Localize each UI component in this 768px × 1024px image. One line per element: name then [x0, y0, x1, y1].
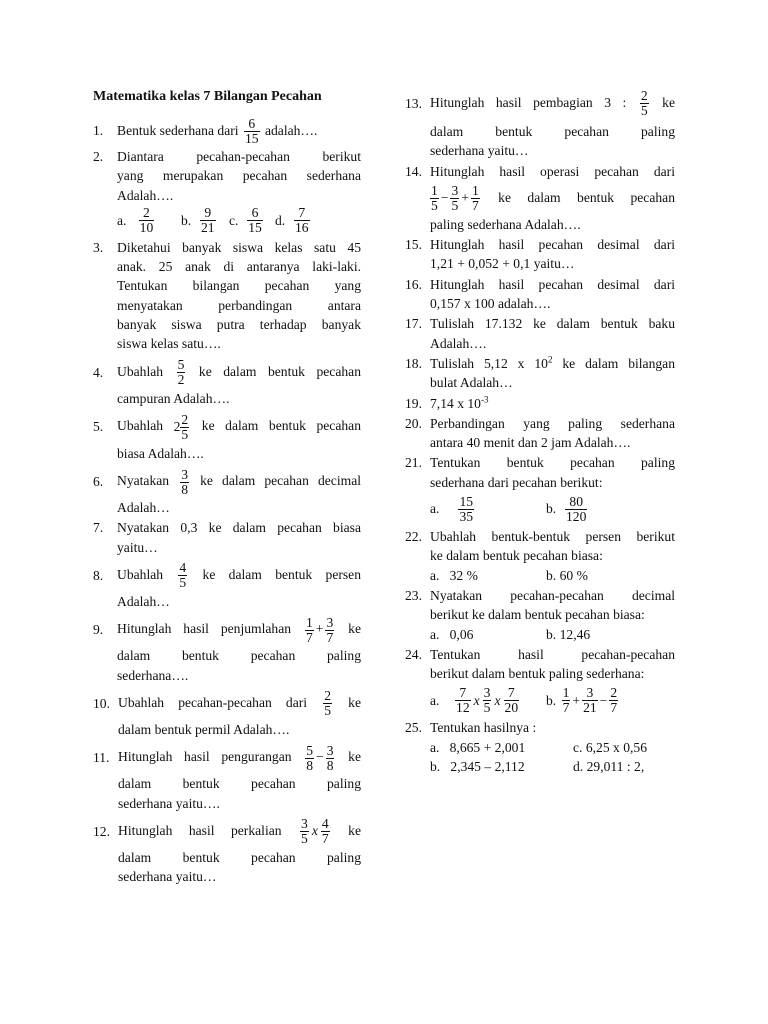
question-line — [118, 740, 361, 774]
question-number: 8. — [93, 568, 104, 584]
fraction — [471, 184, 480, 213]
numerator: 2 — [324, 688, 332, 704]
option-b — [546, 495, 589, 524]
question-text: yaitu… — [117, 539, 158, 555]
fraction — [582, 686, 598, 715]
option-label: a. — [117, 213, 127, 229]
question-number: 5. — [93, 418, 104, 434]
option-label: a. — [430, 692, 440, 708]
question-15 — [405, 235, 675, 274]
fraction — [321, 817, 330, 846]
mixed-number — [174, 410, 192, 444]
numerator: 7 — [459, 684, 467, 700]
answer-options — [117, 205, 361, 237]
left-column — [93, 86, 361, 887]
denominator: 5 — [640, 103, 648, 119]
question-6 — [93, 464, 361, 517]
exponent: -3 — [480, 394, 489, 405]
answer-options — [430, 757, 675, 776]
fraction — [326, 744, 335, 773]
denominator: 10 — [139, 220, 154, 236]
fraction — [504, 686, 520, 715]
denominator: 16 — [295, 220, 309, 236]
answer-options — [430, 492, 675, 526]
question-number: 9. — [93, 622, 104, 638]
option-d: d. 29,011 : 2, — [573, 759, 645, 775]
question-text: Bentuk sederhana dari — [117, 123, 239, 138]
numerator: 4 — [321, 816, 329, 832]
numerator: 80 — [569, 493, 583, 509]
operator: x — [311, 822, 318, 838]
question-text: biasa Adalah…. — [117, 445, 204, 461]
question-19 — [405, 394, 675, 413]
question-text: Tentukan bilangan pecahan yang — [117, 278, 361, 294]
fraction — [305, 616, 314, 645]
question-number: 13. — [405, 96, 422, 111]
denominator: 20 — [504, 699, 519, 715]
question-line — [117, 409, 361, 444]
fraction — [455, 686, 471, 715]
question-text: sederhana yaitu…. — [118, 795, 220, 811]
question-number: 25. — [405, 720, 422, 736]
numerator: 1 — [305, 614, 313, 630]
fraction — [450, 184, 459, 213]
question-line — [430, 354, 675, 373]
question-text: Hitunglah hasil penjumlahan — [117, 621, 292, 637]
fraction — [294, 206, 310, 235]
question-text: berikut ke dalam bentuk pecahan biasa: — [430, 607, 645, 623]
question-8 — [93, 558, 361, 611]
question-text: Hitunglah hasil operasi pecahan dari — [430, 163, 675, 179]
question-line — [117, 612, 361, 646]
denominator: 5 — [181, 427, 189, 443]
question-text: Ubahlah — [117, 363, 164, 379]
option-a: a. 32 % — [430, 567, 478, 583]
question-text: dalam bentuk pecahan paling — [117, 648, 361, 664]
question-text: Adalah…. — [430, 335, 487, 351]
denominator: 7 — [305, 629, 313, 645]
question-text: sederhana dari pecahan berikut: — [430, 474, 603, 490]
operator: x — [494, 692, 501, 708]
fraction — [244, 117, 260, 146]
question-number: 21. — [405, 455, 422, 471]
question-text: Hitunglah hasil perkalian — [118, 822, 282, 838]
option-a — [117, 206, 181, 235]
fraction — [565, 495, 587, 524]
option-label: b. — [181, 213, 192, 229]
question-text: paling sederhana Adalah…. — [430, 216, 581, 232]
fraction — [178, 561, 187, 590]
question-line — [430, 86, 675, 120]
fraction — [640, 89, 649, 118]
question-1 — [93, 116, 361, 146]
question-5 — [93, 409, 361, 463]
question-10 — [93, 686, 361, 739]
question-text: Tentukan hasilnya : — [430, 720, 537, 736]
question-text: 7,14 x 10 — [430, 395, 481, 411]
answer-options — [430, 566, 675, 585]
numerator: 2 — [181, 412, 189, 428]
option-b: b. 12,46 — [546, 626, 591, 642]
question-23 — [405, 586, 675, 644]
numerator: 3 — [451, 183, 459, 199]
question-line — [430, 394, 675, 413]
question-text: bulat Adalah… — [430, 375, 513, 391]
question-line — [430, 181, 675, 215]
numerator: 3 — [326, 614, 334, 630]
denominator: 2 — [177, 372, 185, 388]
fraction — [483, 686, 492, 715]
question-text: Hitunglah hasil pecahan desimal dari — [430, 276, 675, 292]
answer-options — [430, 738, 675, 757]
question-17 — [405, 314, 675, 353]
question-text: Ubahlah bentuk-bentuk persen berikut — [430, 529, 675, 545]
question-number: 4. — [93, 364, 104, 380]
question-text: ke — [348, 694, 362, 710]
question-text: Hitunglah hasil pengurangan — [118, 749, 292, 765]
numerator: 3 — [326, 742, 334, 758]
question-number: 17. — [405, 316, 422, 332]
fraction — [200, 206, 216, 235]
question-number: 1. — [93, 123, 104, 138]
option-c — [229, 206, 275, 235]
question-text: dalam bentuk pecahan paling — [118, 776, 361, 792]
question-text: ke dalam bentuk pecahan — [198, 363, 361, 379]
question-text: antara 40 menit dan 2 jam Adalah…. — [430, 435, 631, 451]
operator: x — [473, 692, 480, 708]
question-text: 1,21 + 0,052 + 0,1 yaitu… — [430, 256, 575, 272]
denominator: 15 — [248, 220, 262, 236]
denominator: 7 — [562, 699, 570, 715]
question-number: 16. — [405, 276, 422, 292]
question-number: 6. — [93, 474, 104, 490]
denominator: 21 — [201, 220, 215, 236]
whole-number: 2 — [173, 418, 181, 434]
question-text: adalah…. — [264, 123, 318, 138]
operator: + — [572, 692, 581, 708]
question-number: 19. — [405, 395, 422, 411]
denominator: 5 — [483, 699, 491, 715]
question-text: Nyatakan 0,3 ke dalam pecahan biasa — [117, 520, 361, 536]
question-number: 15. — [405, 237, 422, 253]
fraction — [430, 184, 439, 213]
question-text: banyak siswa putra terhadap banyak — [117, 317, 361, 333]
question-text: Hitunglah hasil pecahan desimal dari — [430, 237, 675, 253]
question-text: ke dalam bentuk pecahan — [201, 417, 362, 433]
fraction — [180, 413, 189, 442]
question-text: ke — [348, 822, 361, 838]
numerator: 4 — [179, 560, 187, 576]
denominator: 8 — [326, 757, 334, 773]
question-text: Perbandingan yang paling sederhana — [430, 415, 675, 431]
question-21 — [405, 453, 675, 526]
question-line — [117, 558, 361, 592]
page-title: Matematika kelas 7 Bilangan Pecahan — [93, 89, 322, 104]
numerator: 3 — [586, 684, 594, 700]
denominator: 12 — [456, 699, 470, 715]
question-text: Ubahlah — [117, 417, 164, 433]
numerator: 3 — [181, 466, 188, 482]
question-25 — [405, 718, 675, 776]
question-22 — [405, 527, 675, 585]
numerator: 5 — [177, 357, 185, 373]
question-text: Diantara pecahan-pecahan berikut — [117, 149, 361, 164]
question-text: Adalah… — [117, 500, 170, 516]
fraction — [458, 495, 474, 524]
question-text: ke dalam bentuk persen — [202, 567, 361, 583]
question-18 — [405, 354, 675, 393]
question-text: Ubahlah pecahan-pecahan dari — [118, 694, 308, 710]
question-text: campuran Adalah…. — [117, 390, 230, 406]
numerator: 1 — [471, 183, 479, 199]
option-label: c. — [229, 213, 239, 229]
question-line — [117, 464, 361, 498]
option-b: b. 60 % — [546, 567, 588, 583]
numerator: 3 — [483, 684, 491, 700]
right-column — [405, 86, 675, 777]
numerator: 7 — [298, 205, 306, 221]
question-11 — [93, 740, 361, 813]
question-number: 23. — [405, 587, 422, 603]
question-text: dalam bentuk permil Adalah…. — [118, 721, 290, 737]
option-b — [546, 686, 620, 715]
question-number: 7. — [93, 520, 104, 536]
option-label: b. — [546, 501, 557, 517]
question-text: ke dalam pecahan decimal — [200, 473, 361, 489]
question-text: Ubahlah — [117, 567, 164, 583]
question-number: 24. — [405, 646, 422, 662]
denominator: 35 — [459, 508, 474, 524]
fraction — [247, 206, 263, 235]
question-14 — [405, 162, 675, 235]
question-16 — [405, 275, 675, 314]
question-4 — [93, 355, 361, 408]
question-20 — [405, 414, 675, 453]
denominator: 7 — [471, 198, 479, 214]
question-text: Nyatakan — [117, 473, 170, 489]
operator: − — [316, 749, 324, 765]
question-text: dalam bentuk pecahan paling — [118, 849, 361, 865]
question-text: Adalah…. — [117, 187, 174, 203]
option-label: b. — [546, 692, 557, 708]
question-number: 12. — [93, 823, 110, 839]
numerator: 6 — [248, 116, 256, 132]
denominator: 7 — [321, 831, 329, 847]
denominator: 7 — [610, 699, 618, 715]
denominator: 5 — [451, 198, 459, 214]
question-text: sederhana…. — [117, 667, 189, 683]
numerator: 6 — [251, 205, 259, 221]
denominator: 15 — [244, 131, 259, 147]
denominator: 8 — [306, 757, 314, 773]
question-text: ke — [348, 621, 361, 637]
denominator: 8 — [181, 481, 188, 497]
option-a: a. 0,06 — [430, 626, 474, 642]
question-2 — [93, 147, 361, 237]
question-number: 22. — [405, 529, 422, 545]
denominator: 5 — [179, 575, 187, 591]
question-text: 0,157 x 100 adalah…. — [430, 296, 551, 312]
numerator: 1 — [431, 183, 438, 199]
question-3 — [93, 238, 361, 354]
fraction — [562, 686, 571, 715]
question-text: ke dalam bentuk pecahan — [498, 189, 675, 205]
denominator: 5 — [301, 831, 308, 847]
question-text: Tulislah 17.132 ke dalam bentuk baku — [430, 316, 675, 332]
fraction — [139, 206, 155, 235]
question-number: 2. — [93, 149, 104, 164]
question-number: 11. — [93, 750, 110, 766]
numerator: 2 — [610, 684, 618, 700]
question-text: menyatakan perbandingan antara — [117, 297, 361, 313]
question-line — [118, 686, 361, 720]
fraction — [305, 744, 314, 773]
question-9 — [93, 612, 361, 685]
fraction — [325, 616, 334, 645]
question-text: ke dalam bentuk pecahan biasa: — [430, 548, 603, 564]
numerator: 2 — [143, 205, 150, 221]
denominator: 21 — [583, 699, 597, 715]
question-number: 10. — [93, 695, 110, 711]
question-text: yang merupakan pecahan sederhana — [117, 168, 361, 184]
answer-options — [430, 683, 675, 717]
operator: + — [315, 621, 324, 637]
denominator: 120 — [566, 508, 587, 524]
question-13 — [405, 86, 675, 161]
option-label: d. — [275, 213, 286, 229]
numerator: 5 — [306, 742, 314, 758]
question-text: Tentukan hasil pecahan-pecahan — [430, 646, 675, 662]
question-text: sederhana yaitu… — [118, 869, 217, 885]
fraction — [323, 689, 332, 718]
denominator: 5 — [431, 198, 438, 214]
question-line — [118, 814, 361, 848]
question-number: 14. — [405, 163, 422, 179]
question-line — [117, 355, 361, 389]
question-text: Tulislah 5,12 x 10 — [430, 355, 548, 371]
option-a — [430, 686, 546, 715]
question-text: Diketahui banyak siswa kelas satu 45 — [117, 239, 361, 255]
question-number: 20. — [405, 415, 422, 431]
question-text: anak. 25 anak di antaranya laki-laki. — [117, 259, 361, 275]
option-d — [275, 206, 312, 235]
denominator: 7 — [326, 629, 334, 645]
numerator: 3 — [301, 816, 308, 832]
exponent: 2 — [547, 354, 553, 365]
fraction — [300, 817, 309, 846]
numerator: 15 — [459, 493, 474, 509]
numerator: 9 — [204, 205, 212, 221]
numerator: 7 — [507, 684, 515, 700]
option-b — [181, 206, 229, 235]
question-number: 3. — [93, 239, 104, 255]
fraction — [177, 358, 186, 387]
question-text: dalam bentuk pecahan paling — [430, 124, 675, 139]
operator: − — [440, 189, 449, 205]
question-text: Nyatakan pecahan-pecahan decimal — [430, 587, 675, 603]
question-text: ke — [662, 95, 675, 110]
option-b: b. 2,345 – 2,112 — [430, 759, 525, 775]
numerator: 1 — [562, 684, 570, 700]
numerator: 2 — [640, 88, 648, 104]
answer-options — [430, 625, 675, 644]
question-text: berikut dalam bentuk paling sederhana: — [430, 666, 645, 682]
question-text: Adalah… — [117, 594, 170, 610]
fraction — [609, 686, 618, 715]
question-text: siswa kelas satu…. — [117, 336, 221, 352]
question-text: Tentukan bentuk pecahan paling — [430, 455, 675, 471]
question-12 — [93, 814, 361, 887]
option-label: a. — [430, 501, 440, 517]
fraction — [180, 468, 189, 497]
option-c: c. 6,25 x 0,56 — [573, 739, 648, 755]
denominator: 5 — [324, 703, 332, 719]
question-text: Hitunglah hasil pembagian 3 : — [430, 95, 627, 110]
question-text: ke — [348, 749, 361, 765]
operator: − — [599, 692, 608, 708]
question-text: sederhana yaitu… — [430, 143, 529, 159]
question-text: ke dalam bilangan — [562, 355, 676, 371]
option-a: a. 8,665 + 2,001 — [430, 739, 526, 755]
question-number: 18. — [405, 355, 422, 371]
option-a — [430, 495, 546, 524]
question-7 — [93, 518, 361, 557]
question-24 — [405, 645, 675, 718]
operator: + — [461, 189, 469, 205]
